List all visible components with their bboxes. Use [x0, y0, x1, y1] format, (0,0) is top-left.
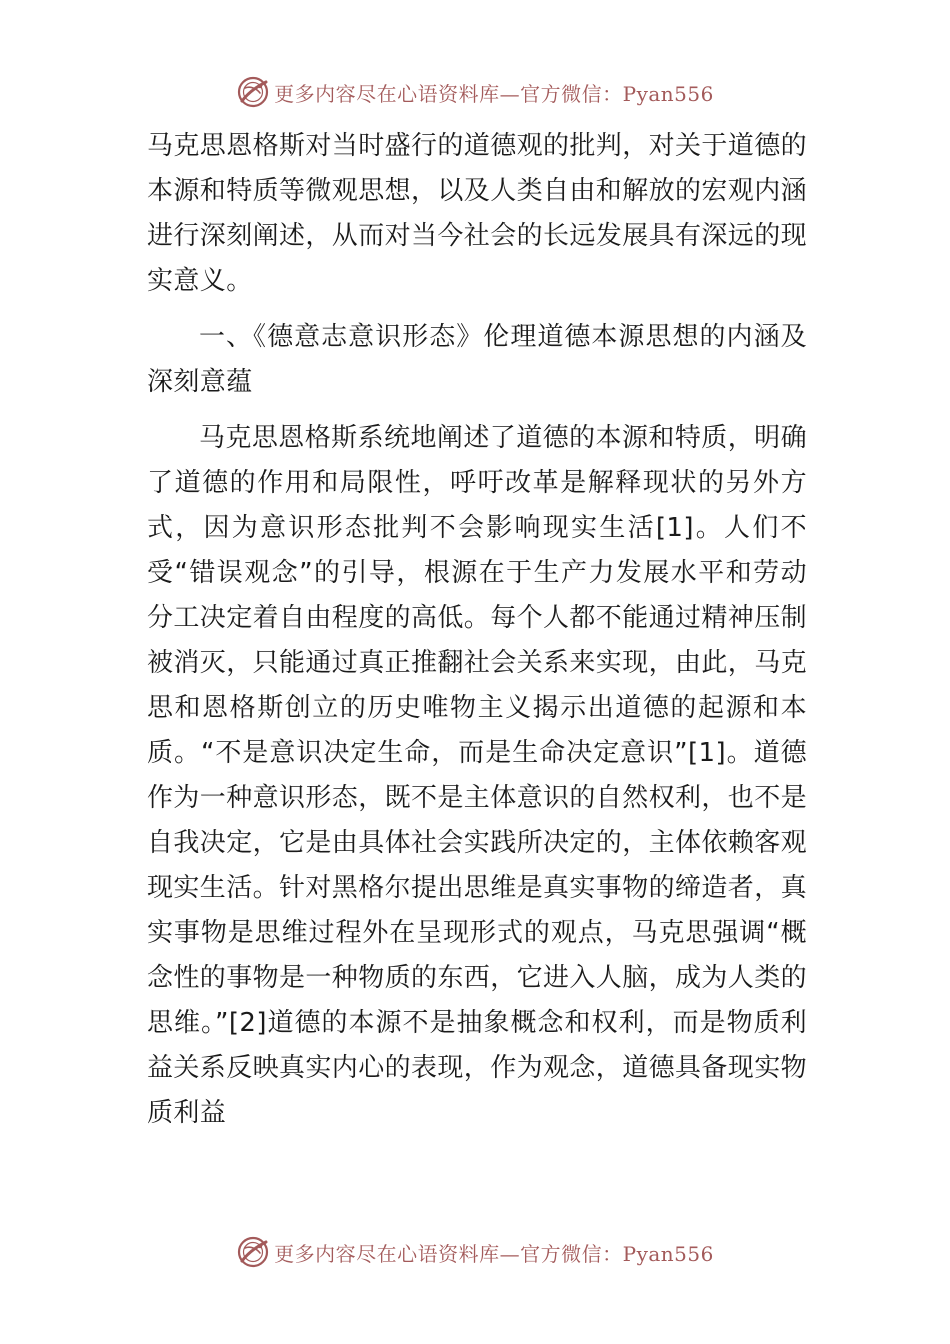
header-banner-text: 更多内容尽在心语资料库—官方微信：Pyan556 [274, 81, 714, 106]
seal-logo-icon [236, 75, 270, 109]
footer-banner [0, 1232, 950, 1272]
footer-banner-text: 更多内容尽在心语资料库—官方微信：Pyan556 [274, 1241, 714, 1266]
section-heading: 一、《德意志意识形态》伦理道德本源思想的内涵及深刻意蕴 [147, 322, 807, 397]
header-banner [0, 72, 950, 112]
paragraph-intro: 马克思恩格斯对当时盛行的道德观的批判，对关于道德的本源和特质等微观思想，以及人类自由和解放的宏观内涵进行深刻阐述，从而对当今社会的长远发展具有深远的现实意义。 [147, 131, 808, 296]
seal-logo-icon [236, 1235, 270, 1269]
paragraph-body: 马克思恩格斯系统地阐述了道德的本源和特质，明确了道德的作用和局限性，呼吁改革是解释现状的另外方式，因为意识形态批判不会影响现实生活[1]。人们不受“错误观念”的引导，根源在于生产力发展水平和劳动分工决定着自由程度的高低。每个人都不能通过精神压制被消灭，只能通过真正推翻社会关系来实现，由此，马克思和恩格斯创立的历史唯物主义揭示出道德的起源和本质。“不是意识决定生命，而是生命决定意识”[1]。道德作为一种意识形态，既不是主体意识的自然权利，也不是自我决定，它是由具体社会实践所决定的，主体依赖客观现实生活。针对黑格尔提出思维是真实事物的缔造者，真实事物是思维过程外在呈现形式的观点，马克思强调“概念性的事物是一种物质的东西，它进入人脑，成为人类的思维。”[2]道德的本源不是抽象概念和权利，而是物质利益关系反映真实内心的表现，作为观念，道德具备现实物质利益 [147, 423, 808, 1128]
document-body [147, 124, 807, 1136]
